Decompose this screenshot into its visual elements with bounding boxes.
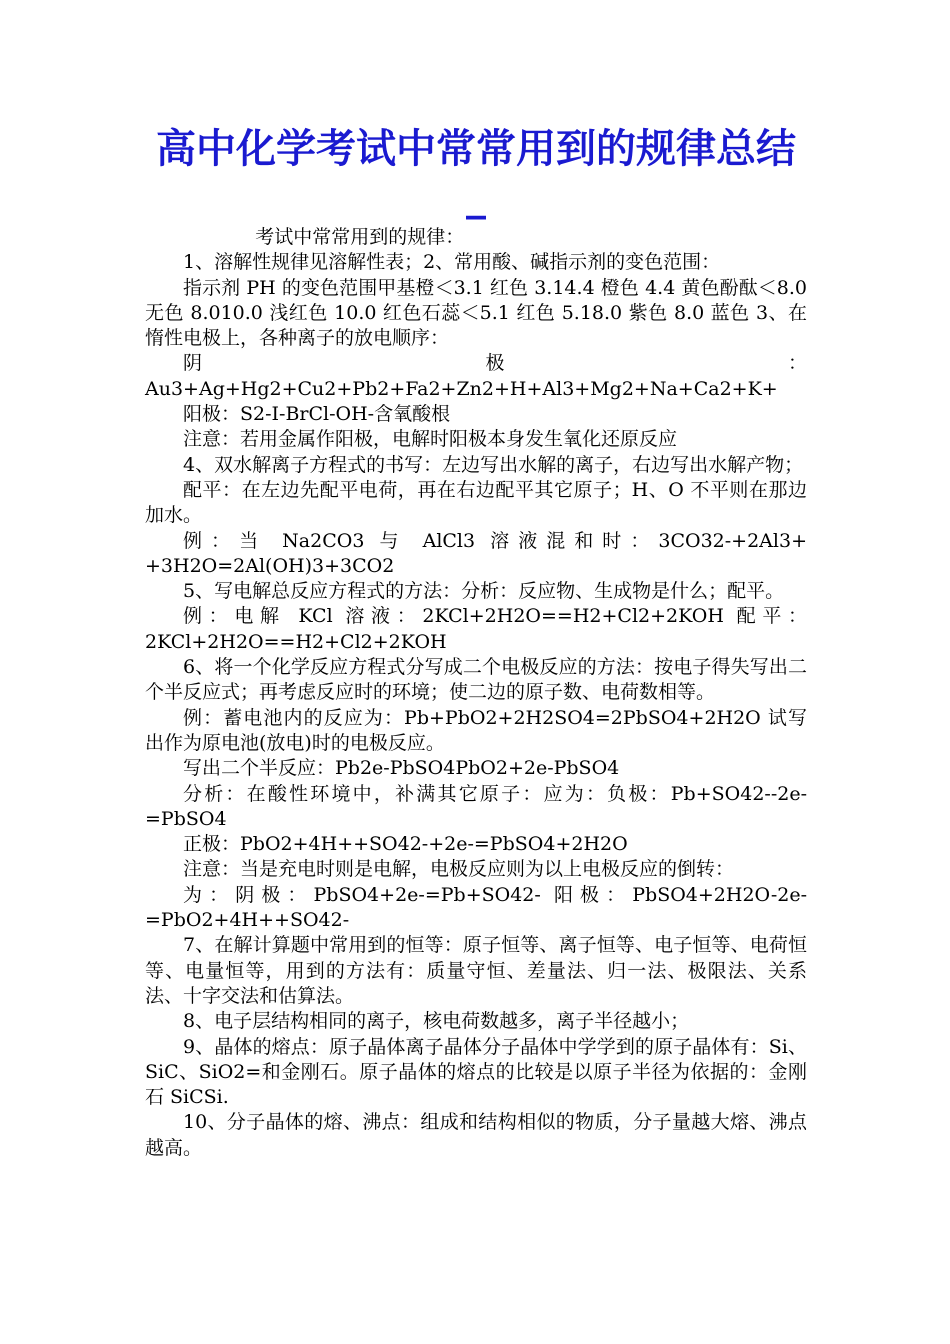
paragraph: 例：蓄电池内的反应为：Pb+PbO2+2H2SO4=2PbSO4+2H2O 试写出作为原电池(放电)时的电极反应。 <box>145 706 807 754</box>
paragraph: 5、写电解总反应方程式的方法：分析：反应物、生成物是什么；配平。 <box>183 580 785 603</box>
paragraph: 阴极：Au3+Ag+Hg2+Cu2+Pb2+Fa2+Zn2+H+Al3+Mg2+Na+Ca2+K+ <box>145 352 807 400</box>
paragraph: 为：阴极：PbSO4+2e-=Pb+SO42- 阳极：PbSO4+2H2O-2e-=PbO2+4H++SO42- <box>145 883 807 932</box>
paragraph: 例：当 Na2CO3 与 AlCl3 溶液混和时：3CO32-+2Al3+ +3H2O=2Al(OH)3+3CO2 <box>145 529 807 577</box>
document-subtitle: 考试中常常用到的规律： <box>255 226 465 248</box>
document-title: 高中化学考试中常常用到的规律总结_ <box>156 126 796 220</box>
paragraph: 9、晶体的熔点：原子晶体离子晶体分子晶体中学学到的原子晶体有：Si、SiC、SiO2=和金刚石。原子晶体的熔点的比较是以原子半径为依据的：金刚石 SiCSi. <box>145 1035 807 1109</box>
paragraph: 7、在解计算题中常用到的恒等：原子恒等、离子恒等、电子恒等、电荷恒等、电量恒等，用到的方法有：质量守恒、差量法、归一法、极限法、关系法、十字交法和估算法。 <box>145 934 807 1007</box>
paragraph: 写出二个半反应：Pb2e-PbSO4PbO2+2e-PbSO4 <box>183 757 620 780</box>
document-body <box>145 225 807 1161</box>
paragraph: 配平：在左边先配平电荷，再在右边配平其它原子；H、O 不平则在那边加水。 <box>145 478 807 527</box>
paragraph: 10、分子晶体的熔、沸点：组成和结构相似的物质，分子量越大熔、沸点越高。 <box>145 1111 807 1159</box>
paragraph: 分析：在酸性环境中，补满其它原子：应为：负极：Pb+SO42--2e-=PbSO4 <box>145 782 807 830</box>
paragraph: 指示剂 PH 的变色范围甲基橙＜3.1 红色 3.14.4 橙色 4.4 黄色酚酞＜8.0 无色 8.010.0 浅红色 10.0 红色石蕊＜5.1 红色 5.18.0 紫色 8.0 蓝色 3、在惰性电极上，各种离子的放电顺序： <box>145 276 807 350</box>
paragraph: 6、将一个化学反应方程式分写成二个电极反应的方法：按电子得失写出二个半反应式；再考虑反应时的环境；使二边的原子数、电荷数相等。 <box>145 656 807 704</box>
paragraph: 例：电解 KCl 溶液：2KCl+2H2O==H2+Cl2+2KOH 配平：2KCl+2H2O==H2+Cl2+2KOH <box>145 605 807 653</box>
document-page <box>145 125 807 1161</box>
paragraph: 注意：当是充电时则是电解，电极反应则为以上电极反应的倒转： <box>183 858 735 881</box>
paragraph: 4、双水解离子方程式的书写：左边写出水解的离子，右边写出水解产物； <box>183 453 804 476</box>
paragraph: 注意：若用金属作阳极，电解时阳极本身发生氧化还原反应 <box>183 428 678 451</box>
paragraph: 8、电子层结构相同的离子，核电荷数越多，离子半径越小； <box>183 1010 690 1033</box>
paragraph: 正极：PbO2+4H++SO42-+2e-=PbSO4+2H2O <box>183 833 628 856</box>
paragraph: 阳极：S2-I-BrCl-OH-含氧酸根 <box>183 403 451 426</box>
paragraph: 1、溶解性规律见溶解性表；2、常用酸、碱指示剂的变色范围： <box>183 251 721 274</box>
